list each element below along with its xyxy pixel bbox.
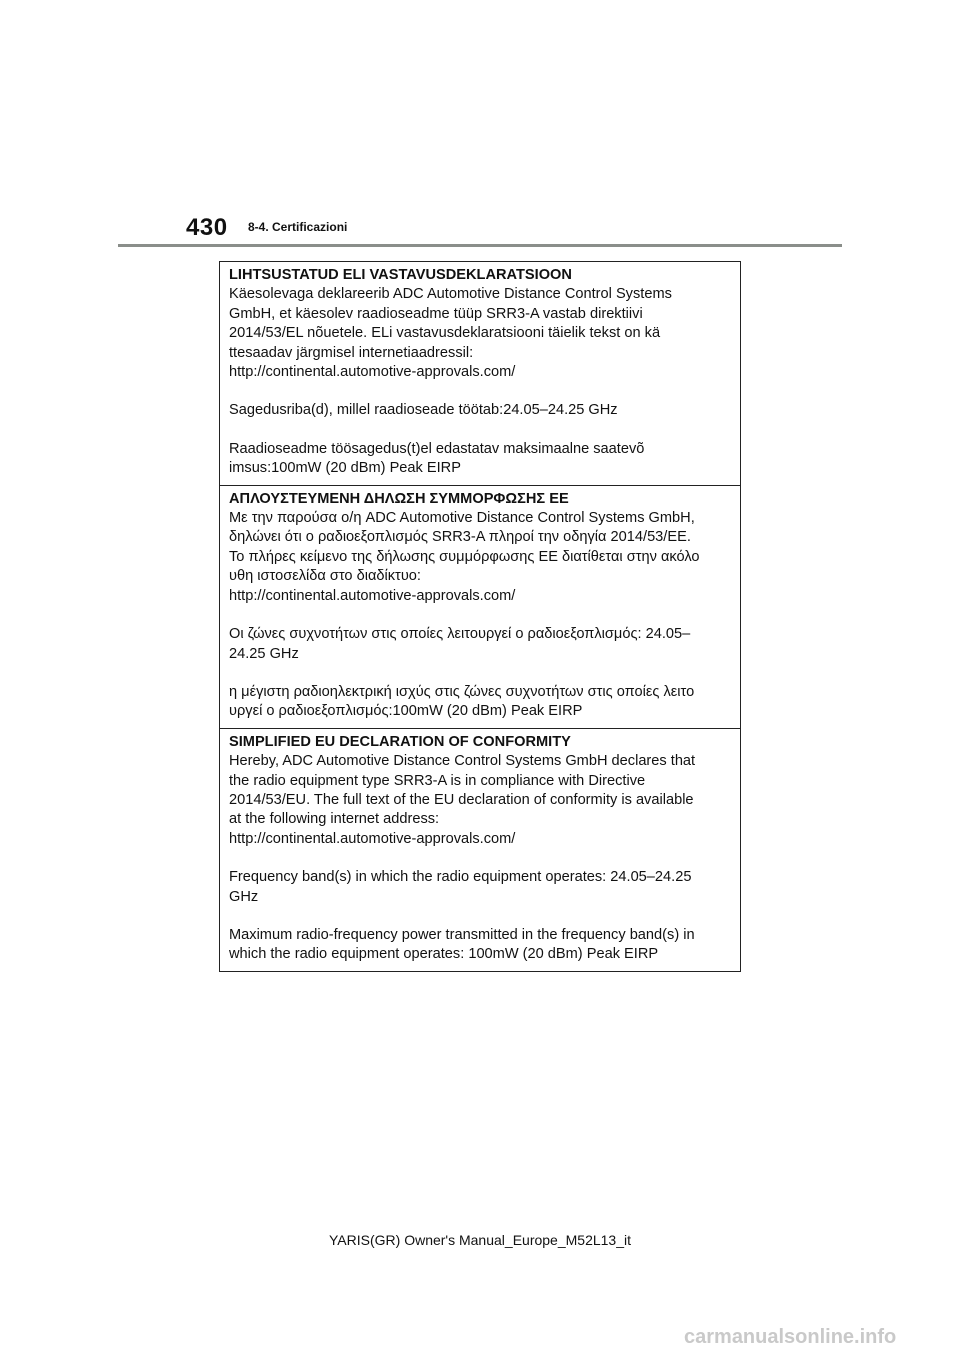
max-power-text: Maximum radio-frequency power transmitted in the frequency band(s) in xyxy=(229,926,695,943)
declaration-title: SIMPLIFIED EU DECLARATION OF CONFORMITY xyxy=(229,733,571,750)
declaration-url: http://continental.automotive-approvals.com/ xyxy=(229,830,516,847)
max-power-text: η μέγιστη ραδιοηλεκτρική ισχύς στις ζώνες συχνοτήτων στις οποίες λειτο xyxy=(229,683,695,700)
declaration-title: ΑΠΛΟΥΣΤΕΥΜΕΝΗ ΔΗΛΩΣΗ ΣΥΜΜΟΡΦΩΣΗΣ ΕΕ xyxy=(229,490,569,507)
frequency-band-text: Οι ζώνες συχνοτήτων στις οποίες λειτουργεί ο ραδιοεξοπλισμός: 24.05– xyxy=(229,626,691,643)
declaration-line: ttesaadav järgmisel internetiaadressil: xyxy=(229,344,474,361)
declaration-line: Käesolevaga deklareerib ADC Automotive Distance Control Systems xyxy=(229,286,672,303)
declaration-url: http://continental.automotive-approvals.com/ xyxy=(229,364,516,381)
page-number: 430 xyxy=(186,214,228,241)
max-power-text: Raadioseadme töösagedus(t)el edastatav maksimaalne saatevõ xyxy=(229,440,645,457)
declaration-greek xyxy=(220,485,740,728)
declaration-line: 2014/53/EU. The full text of the EU declaration of conformity is available xyxy=(229,791,694,808)
declaration-title: LIHTSUSTATUD ELI VASTAVUSDEKLARATSIOON xyxy=(229,267,572,283)
max-power-text: which the radio equipment operates: 100mW (20 dBm) Peak EIRP xyxy=(229,946,659,963)
frequency-band-text: GHz xyxy=(229,888,259,905)
header-divider xyxy=(118,244,842,247)
section-title: 8-4. Certificazioni xyxy=(248,220,348,234)
declaration-line: υθη ιστοσελίδα στο διαδίκτυο: xyxy=(229,568,421,585)
declaration-line: Hereby, ADC Automotive Distance Control Systems GmbH declares that xyxy=(229,753,696,770)
frequency-band-text: 24.25 GHz xyxy=(229,645,299,662)
declaration-line: at the following internet address: xyxy=(229,811,440,828)
declaration-estonian xyxy=(220,262,740,485)
frequency-band-text: Frequency band(s) in which the radio equipment operates: 24.05–24.25 xyxy=(229,869,692,886)
declaration-line: the radio equipment type SRR3-A is in compliance with Directive xyxy=(229,772,646,789)
frequency-band-text: Sagedusriba(d), millel raadioseade töötab:24.05–24.25 GHz xyxy=(229,402,618,419)
max-power-text: υργεί ο ραδιοεξοπλισμός:100mW (20 dBm) Peak EIRP xyxy=(229,703,583,720)
declaration-line: Με την παρούσα ο/η ADC Automotive Distance Control Systems GmbH, xyxy=(229,510,695,527)
declaration-english xyxy=(220,728,740,971)
declaration-url: http://continental.automotive-approvals.com/ xyxy=(229,587,516,604)
declaration-line: Το πλήρες κείμενο της δήλωσης συμμόρφωσης ΕΕ διατίθεται στην ακόλο xyxy=(229,548,700,565)
watermark: carmanualsonline.info xyxy=(684,1326,897,1348)
declaration-line: δηλώνει ότι ο ραδιοεξοπλισμός SRR3-A πληροί την οδηγία 2014/53/ΕΕ. xyxy=(229,529,691,546)
footer-manual-id: YARIS(GR) Owner's Manual_Europe_M52L13_it xyxy=(329,1232,631,1248)
declaration-line: GmbH, et käesolev raadioseadme tüüp SRR3-A vastab direktiivi xyxy=(229,305,643,322)
declaration-line: 2014/53/EL nõuetele. ELi vastavusdeklaratsiooni täielik tekst on kä xyxy=(229,325,661,342)
declaration-table xyxy=(219,261,741,972)
max-power-text: imsus:100mW (20 dBm) Peak EIRP xyxy=(229,460,461,477)
